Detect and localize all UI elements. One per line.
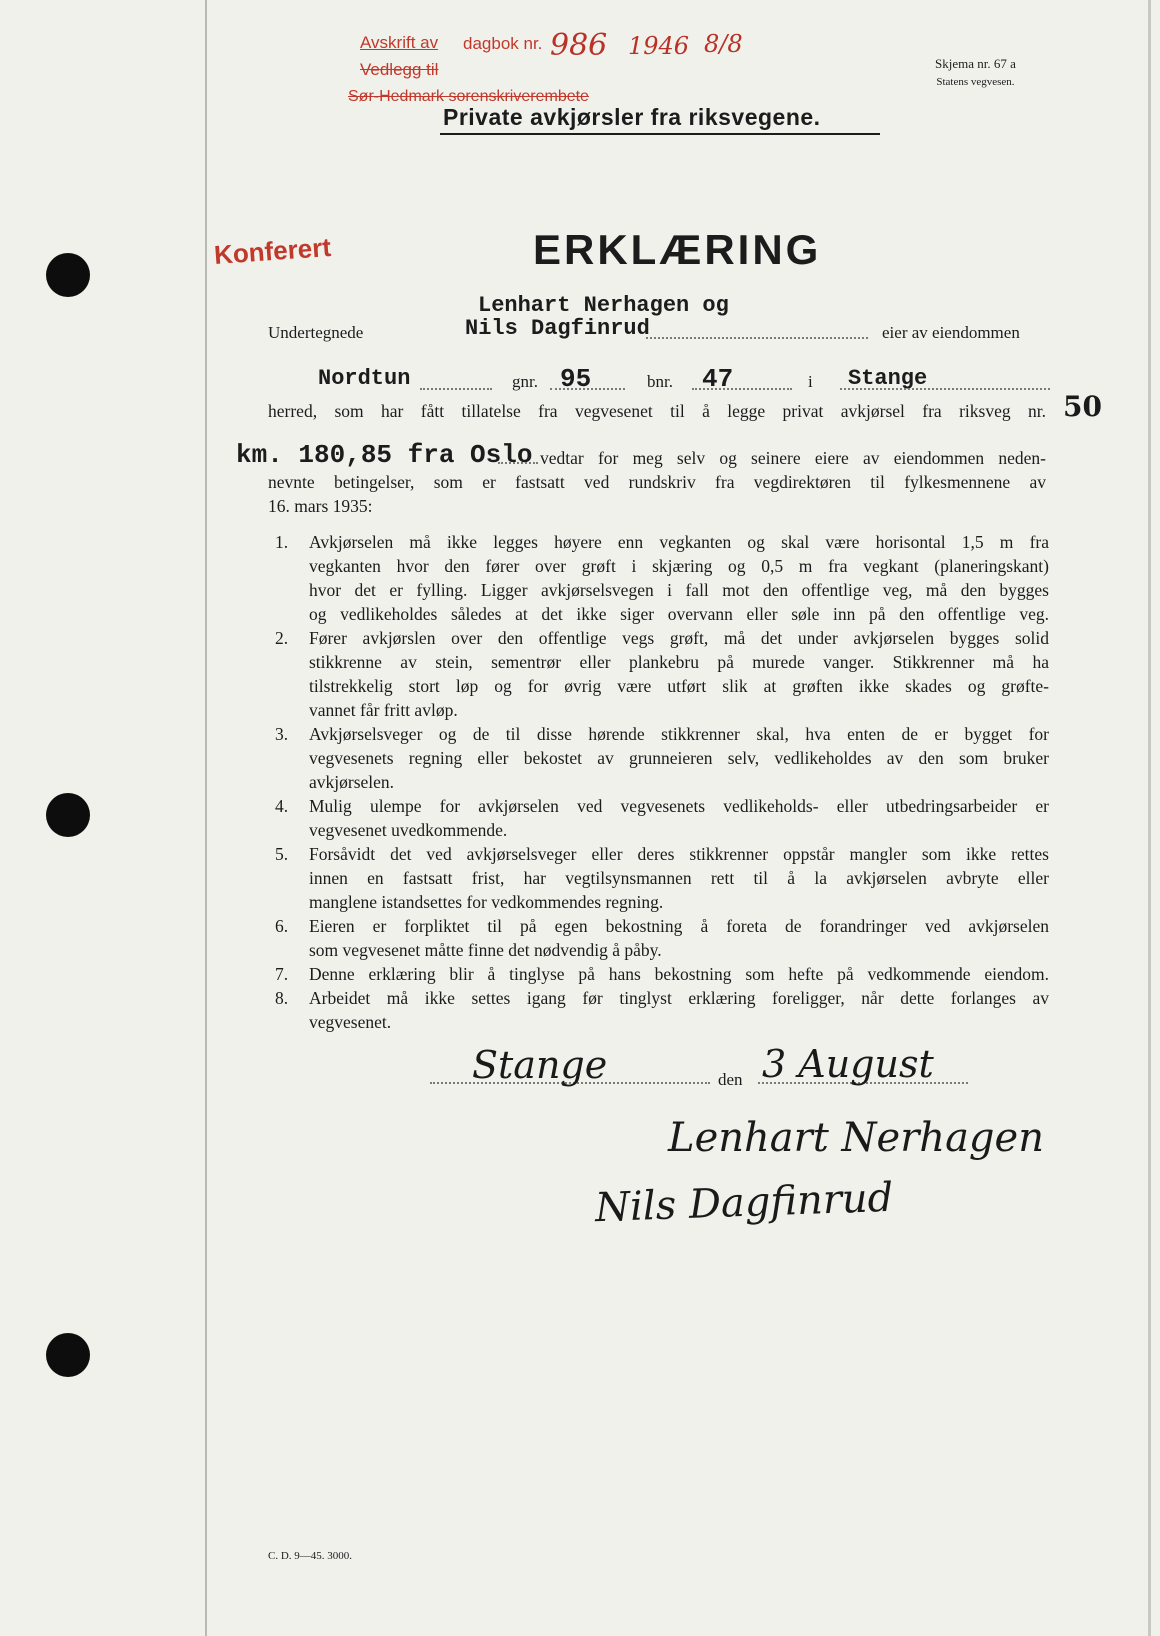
- condition-line: som vegvesenet måtte finne det nødvendig å påby.: [309, 940, 662, 960]
- condition-line: Forsåvidt det ved avkjørselsveger eller deres stikkrenner oppstår mangler som ikke rettes: [309, 844, 1049, 864]
- stamp-avskrift: Avskrift av: [360, 33, 439, 52]
- page-edge: [1148, 0, 1151, 1636]
- signature-1: Lenhart Nerhagen: [668, 1115, 1044, 1161]
- bnr-value: 47: [702, 364, 734, 394]
- margin-line: [205, 0, 207, 1636]
- condition-line: vegvesenet uvedkommende.: [309, 820, 508, 840]
- condition-number: 1.: [275, 532, 289, 552]
- condition-line: og vedlikeholdes således at det ikke siger overvann eller søle inn på den offentlige veg.: [309, 604, 1049, 624]
- schema-agency: Statens vegvesen.: [936, 76, 1015, 88]
- heading-underline: [440, 133, 880, 135]
- gnr-label: gnr.: [512, 372, 538, 391]
- owners-line-1: Lenhart Nerhagen og: [478, 293, 729, 318]
- fill-line: [840, 388, 1050, 390]
- owners-line-2: Nils Dagfinrud: [465, 316, 650, 341]
- form-print-code: C. D. 9—45. 3000.: [268, 1550, 353, 1562]
- gnr-value: 95: [560, 364, 592, 394]
- condition-line: hvor det er fylling. Ligger avkjørselsvegen i fall mot den offentlige veg, må den bygges: [309, 580, 1049, 600]
- page-title: ERKLÆRING: [533, 226, 822, 273]
- condition-line: tilstrekkelig stort løp og for øvrig være utført slik at grøften ikke skades og grøfte-: [309, 676, 1049, 696]
- document-heading: Private avkjørsler fra riksvegene.: [443, 104, 821, 130]
- condition-line: vegvesenets regning eller bekostet av grunneieren selv, vedlikeholdes av den som bruker: [309, 748, 1049, 768]
- date-text: 16. mars 1935:: [268, 496, 373, 516]
- punch-hole: [46, 793, 90, 837]
- condition-line: stikkrenne av stein, sementrør eller plankebru på murede vanger. Stikkrenner må ha: [309, 652, 1049, 672]
- condition-line: Avkjørselen må ikke legges høyere enn vegkanten og skal være horisontal 1,5 m fra: [309, 532, 1049, 552]
- fill-line: [692, 388, 792, 390]
- condition-number: 7.: [275, 964, 289, 984]
- condition-line: Eieren er forpliktet til på egen bekostning å foreta de forandringer ved avkjørselen: [309, 916, 1049, 936]
- dagbok-number: 986: [550, 28, 608, 63]
- condition-number: 5.: [275, 844, 289, 864]
- condition-line: innen en fastsatt frist, har vegtilsynsmannen rett til å la avkjørselen avbryte eller: [309, 868, 1049, 888]
- den-label: den: [718, 1070, 743, 1089]
- stamp-court: Sør-Hedmark sorenskriverembete: [348, 88, 589, 105]
- fill-line: [550, 388, 625, 390]
- fill-line: [646, 337, 868, 339]
- condition-number: 2.: [275, 628, 289, 648]
- condition-line: Denne erklæring blir å tinglyse på hans bekostning som hefte på vedkommende eiendom.: [309, 964, 1049, 984]
- fill-line: [498, 462, 538, 464]
- condition-line: vegvesenet.: [309, 1012, 392, 1032]
- condition-line: vannet får fritt avløp.: [309, 700, 458, 720]
- schema-label: [935, 55, 1016, 91]
- condition-line: avkjørselen.: [309, 772, 395, 792]
- place-handwritten: Stange: [472, 1043, 608, 1087]
- condition-line: Avkjørselsveger og de til disse hørende stikkrenner skal, hva enten de er bygget for: [309, 724, 1049, 744]
- riksveg-number: 50: [1063, 390, 1102, 423]
- condition-number: 6.: [275, 916, 289, 936]
- nevnte-text: nevnte betingelser, som er fastsatt ved rundskriv fra vegdirektøren til fylkesmennene av: [268, 472, 1046, 492]
- condition-line: Fører avkjørslen over den offentlige vegs grøft, må det under avkjørselen bygges solid: [309, 628, 1049, 648]
- eier-label: eier av eiendommen: [882, 323, 1020, 342]
- schema-number: Skjema nr. 67 a: [935, 56, 1016, 71]
- dagbok-date: 8/8: [704, 30, 743, 58]
- date-handwritten: 3 August: [762, 1042, 934, 1086]
- vedtar-text: vedtar for meg selv og seinere eiere av eiendommen neden-: [540, 448, 1046, 468]
- condition-number: 3.: [275, 724, 289, 744]
- undertegnede-label: Undertegnede: [268, 323, 364, 342]
- condition-line: Mulig ulempe for avkjørselen ved vegvesenets vedlikeholds- eller utbedringsarbeider er: [309, 796, 1049, 816]
- condition-line: Arbeidet må ikke settes igang før tinglyst erklæring foreligger, når dette forlanges av: [309, 988, 1049, 1008]
- km-value: km. 180,85 fra Oslo: [236, 440, 533, 470]
- i-label: i: [808, 372, 813, 391]
- punch-hole: [46, 1333, 90, 1377]
- stamp-vedlegg: Vedlegg til: [360, 60, 439, 79]
- stamp-dagbok: dagbok nr.: [463, 34, 543, 53]
- punch-hole: [46, 253, 90, 297]
- signature-2: Nils Dagfinrud: [594, 1174, 894, 1232]
- herred-text: herred, som har fått tillatelse fra vegvesenet til å legge privat avkjørsel fra riksveg nr.: [268, 401, 1046, 421]
- property-name: Nordtun: [318, 366, 411, 391]
- condition-number: 4.: [275, 796, 289, 816]
- bnr-label: bnr.: [647, 372, 673, 391]
- stamp-konferert: Konferert: [213, 231, 332, 271]
- condition-line: vegkanten hvor den fører over grøft i skjæring og 0,5 m fra vegkant (planeringskant): [309, 556, 1049, 576]
- condition-line: manglene istandsettes for vedkommendes regning.: [309, 892, 664, 912]
- dagbok-year: 1946: [628, 32, 690, 60]
- municipality: Stange: [848, 366, 928, 391]
- fill-line: [420, 388, 492, 390]
- condition-number: 8.: [275, 988, 289, 1008]
